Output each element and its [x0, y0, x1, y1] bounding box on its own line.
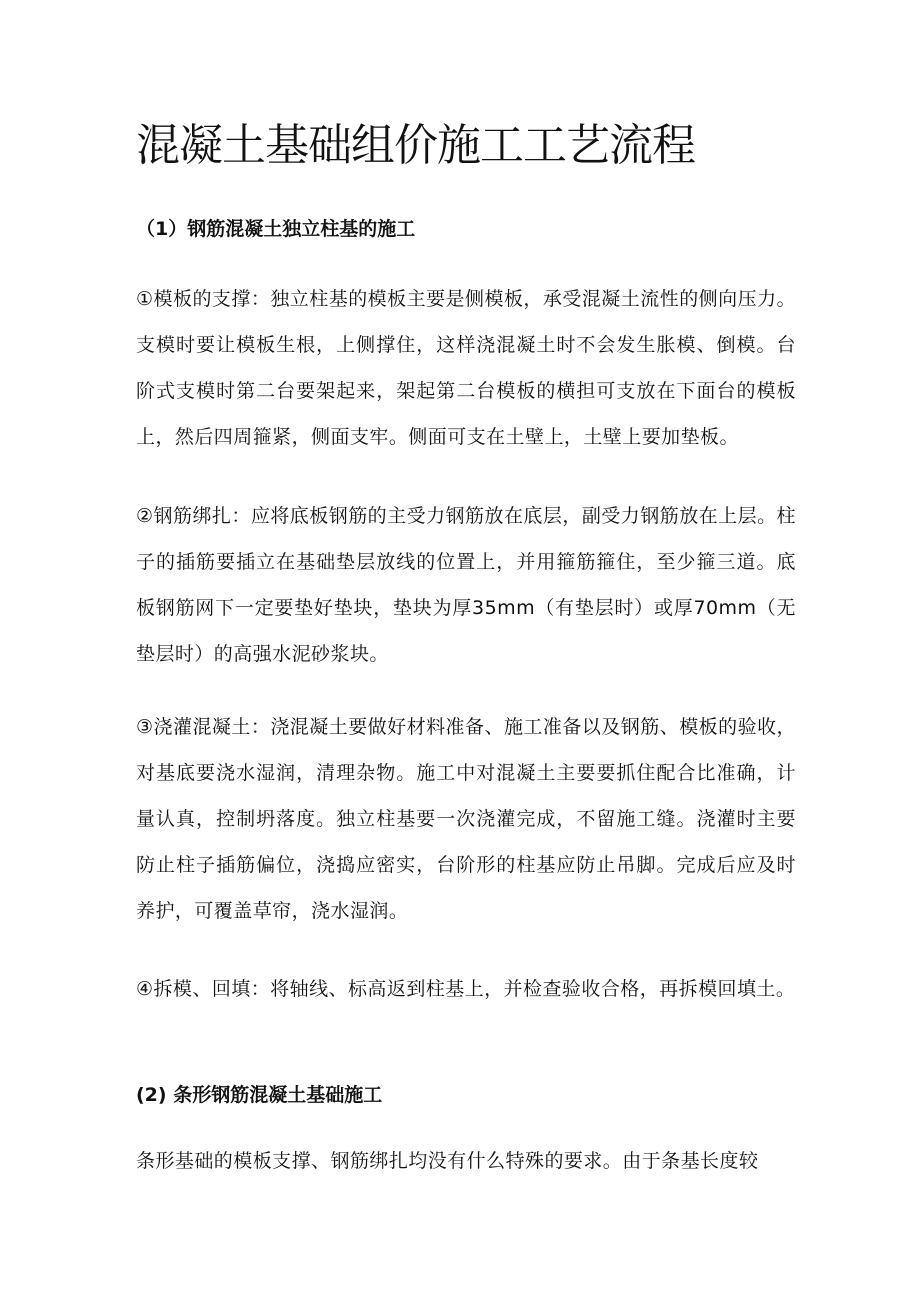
section-1-heading: （1）钢筋混凝土独立柱基的施工	[136, 218, 416, 240]
section-2-heading: (2) 条形钢筋混凝土基础施工	[136, 1084, 383, 1106]
paragraph-rebar-tying: ②钢筋绑扎：应将底板钢筋的主受力钢筋放在底层，副受力钢筋放在上层。柱子的插筋要插立在基础垫层放线的位置上，并用箍筋箍住，至少箍三道。底板钢筋网下一定要垫好垫块，垫块为厚35mm（有垫层时）或厚70mm（无垫层时）的高强水泥砂浆块。	[136, 505, 796, 665]
paragraph-formwork-support: ①模板的支撑：独立柱基的模板主要是侧模板，承受混凝土流性的侧向压力。支模时要让模板生根，上侧撑住，这样浇混凝土时不会发生胀模、倒模。台阶式支模时第二台要架起来，架起第二台模板的横担可支放在下面台的模板上，然后四周箍紧，侧面支牢。侧面可支在土壁上，土壁上要加垫板。	[136, 288, 796, 448]
paragraph-strip-foundation: 条形基础的模板支撑、钢筋绑扎均没有什么特殊的要求。由于条基长度较	[136, 1150, 759, 1172]
paragraph-concrete-pouring: ③浇灌混凝土：浇混凝土要做好材料准备、施工准备以及钢筋、模板的验收，对基底要浇水湿润，清理杂物。施工中对混凝土主要要抓住配合比准确，计量认真，控制坍落度。独立柱基要一次浇灌完成，不留施工缝。浇灌时主要防止柱子插筋偏位，浇捣应密实，台阶形的柱基应防止吊脚。完成后应及时养护，可覆盖草帘，浇水湿润。	[136, 716, 796, 922]
document-title: 混凝土基础组价施工工艺流程	[136, 120, 695, 171]
paragraph-formwork-removal: ④拆模、回填：将轴线、标高返到柱基上，并检查验收合格，再拆模回填土。	[136, 978, 796, 1000]
